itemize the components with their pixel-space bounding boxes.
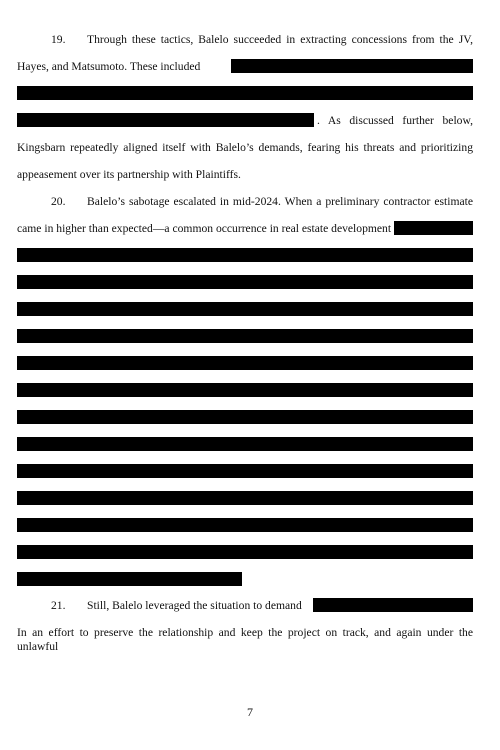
paragraph-20-line-1: Balelo’s sabotage escalated in mid-2024. When a preliminary contractor estimate [87, 195, 473, 208]
page-number: 7 [247, 705, 253, 719]
redaction-bar [17, 86, 473, 100]
redaction-bar [17, 113, 314, 127]
redaction-bar [231, 59, 473, 73]
paragraph-20-line-2: came in higher than expected—a common occurrence in real estate development [17, 222, 392, 235]
redaction-bar [17, 275, 473, 289]
paragraph-19-line-4: Kingsbarn repeatedly aligned itself with Balelo’s demands, fearing his threats and prioritizing [17, 141, 473, 154]
paragraph-number-21: 21. [51, 599, 66, 612]
redaction-bar [394, 221, 473, 235]
redaction-bar [17, 572, 242, 586]
redaction-bar [17, 410, 473, 424]
redaction-bar [17, 383, 473, 397]
redaction-bar [17, 356, 473, 370]
redaction-bar [17, 545, 473, 559]
redaction-bar [17, 437, 473, 451]
redaction-bar [17, 302, 473, 316]
paragraph-number-19: 19. [51, 33, 66, 46]
redaction-bar [17, 464, 473, 478]
redaction-bar [17, 248, 473, 262]
paragraph-19-line-3: . As discussed further below, [317, 114, 473, 127]
paragraph-number-20: 20. [51, 195, 66, 208]
paragraph-21-line-1: Still, Balelo leveraged the situation to demand [87, 599, 302, 612]
paragraph-21-line-2: In an effort to preserve the relationship and keep the project on track, and again under the unlawful [17, 626, 473, 653]
paragraph-19-line-5: appeasement over its partnership with Plaintiffs. [17, 168, 241, 181]
redaction-bar [313, 598, 473, 612]
paragraph-19-line-2: Hayes, and Matsumoto. These included [17, 60, 201, 73]
redaction-bar [17, 329, 473, 343]
redaction-bar [17, 518, 473, 532]
paragraph-19-line-1: Through these tactics, Balelo succeeded in extracting concessions from the JV, [87, 33, 473, 46]
redaction-bar [17, 491, 473, 505]
